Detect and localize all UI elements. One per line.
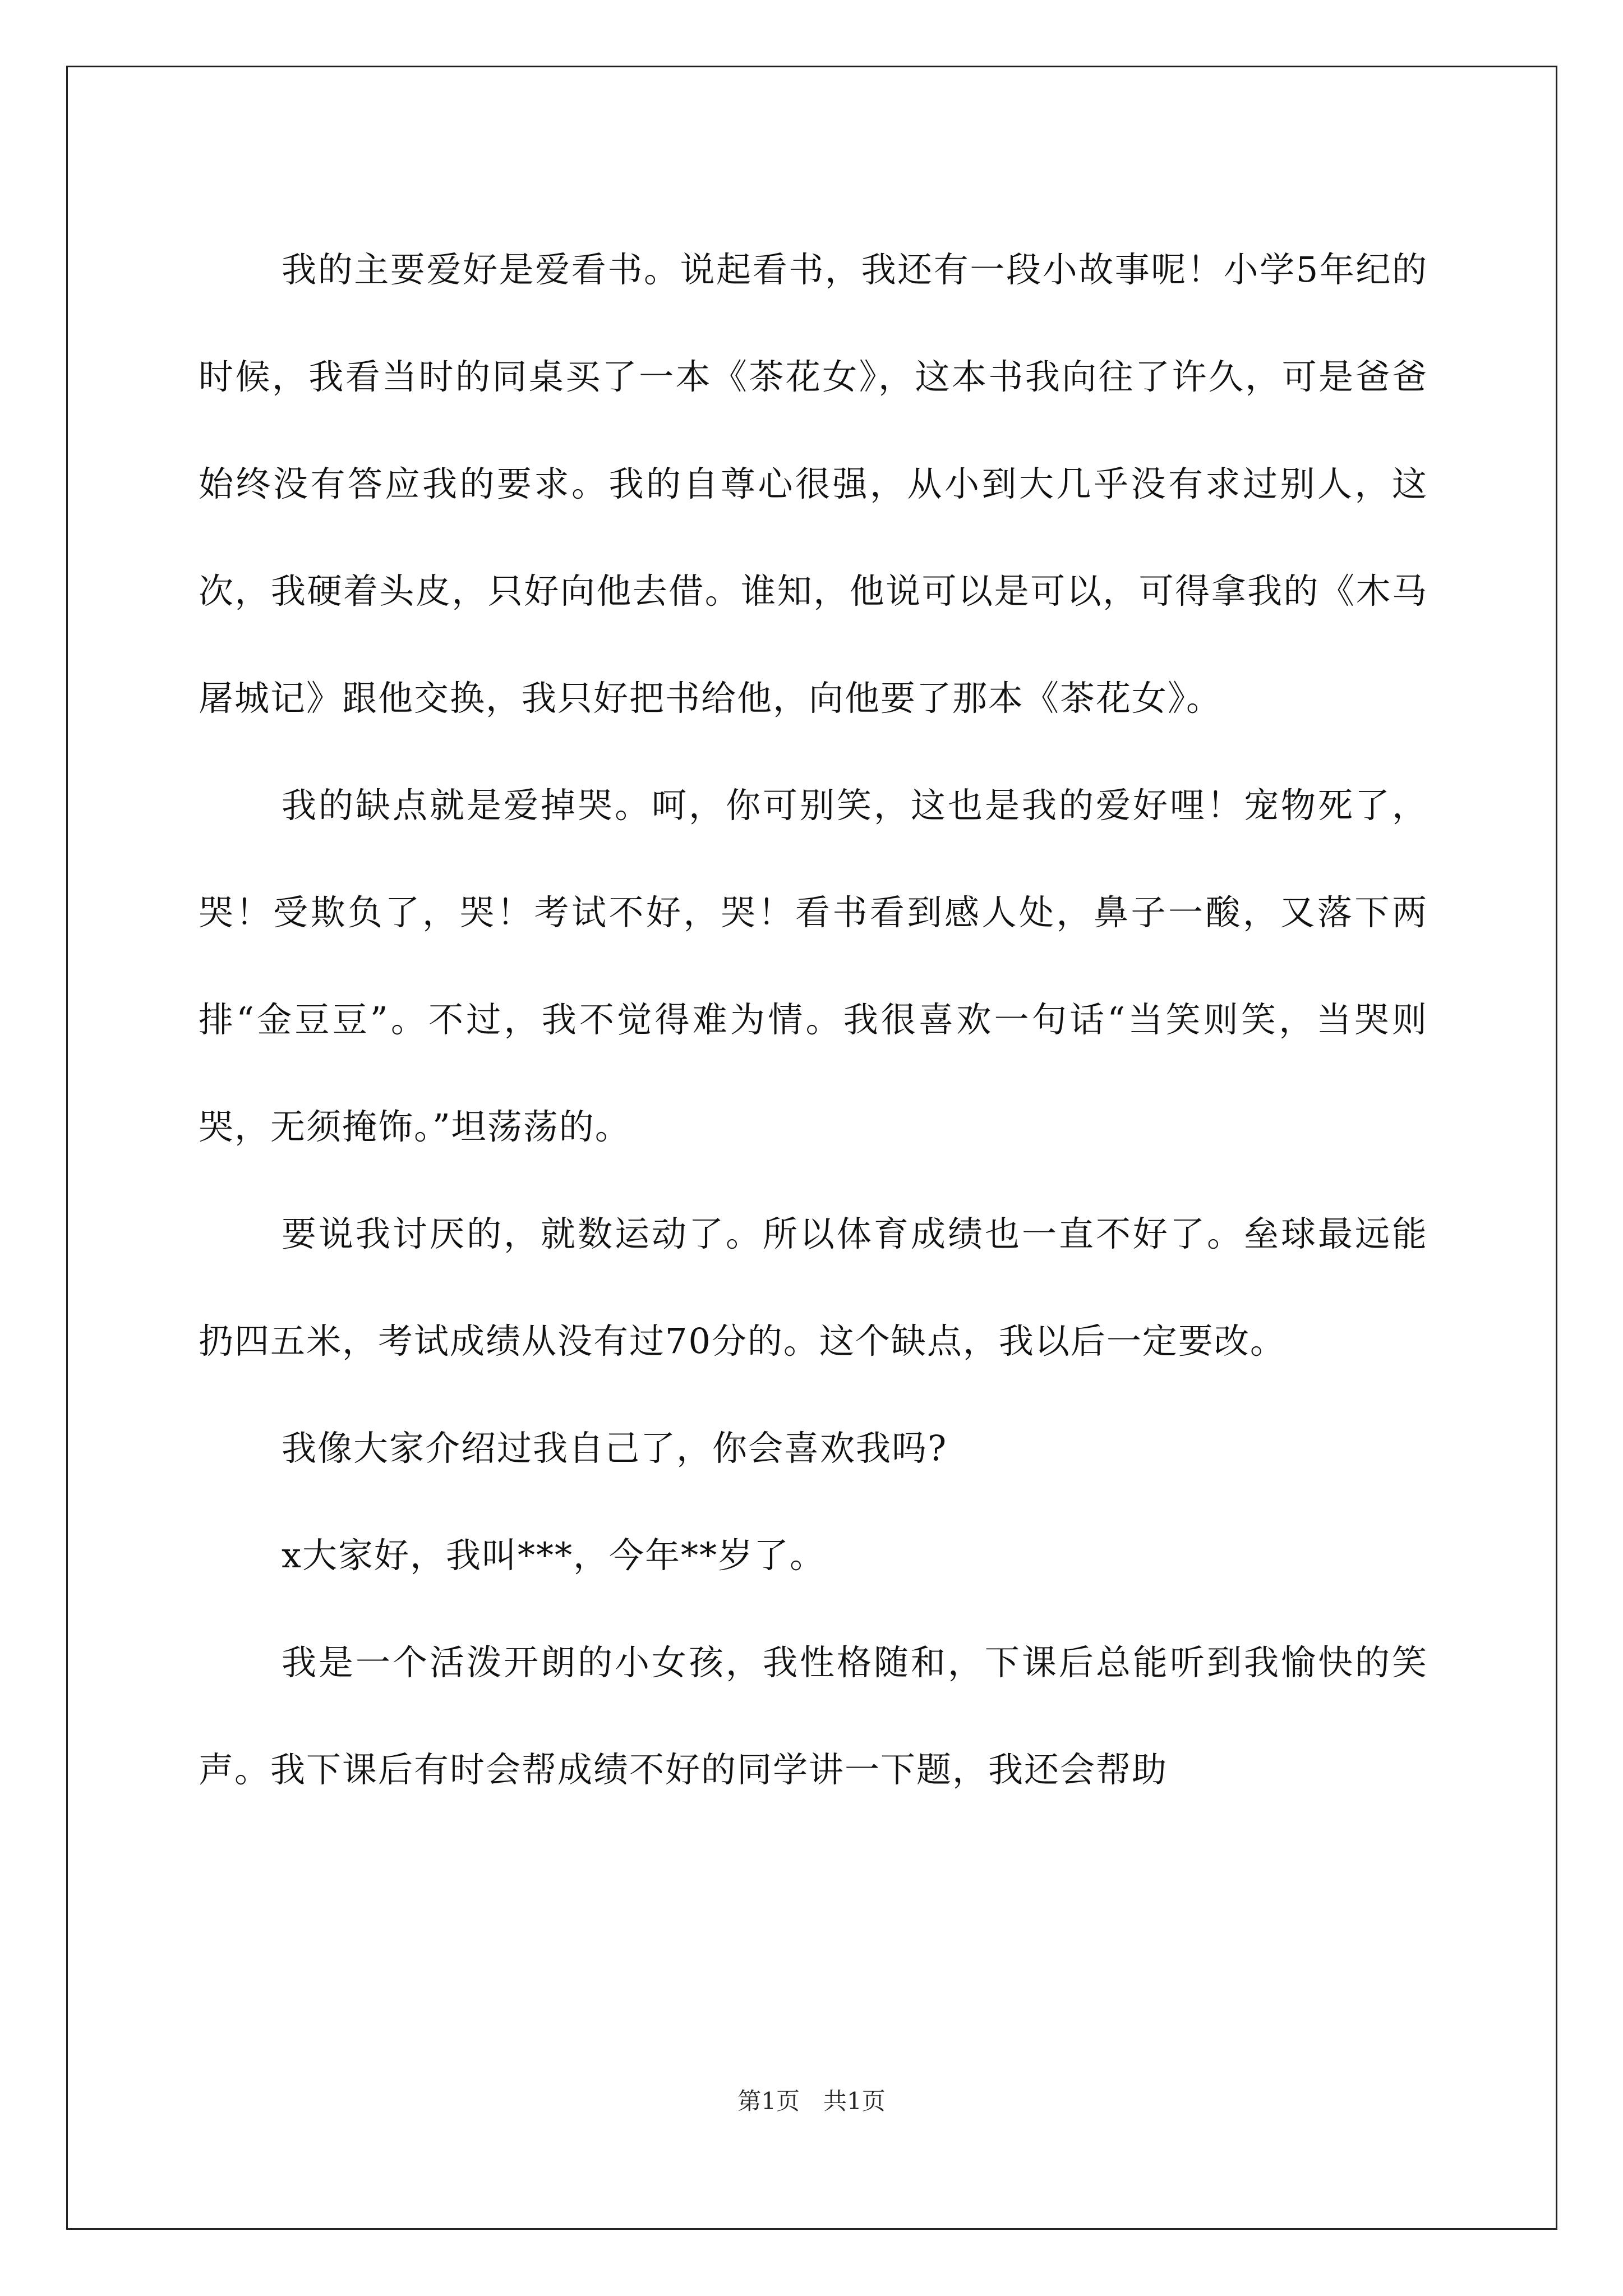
paragraph: 我的主要爱好是爱看书。说起看书，我还有一段小故事呢！小学5年纪的时候，我看当时的同桌买了一本《茶花女》，这本书我向往了许久，可是爸爸始终没有答应我的要求。我的自尊心很强，从小到大几乎没有求过别人，这次，我硬着头皮，只好向他去借。谁知，他说可以是可以，可得拿我的《木马屠城记》跟他交换，我只好把书给他，向他要了那本《茶花女》。 bbox=[199, 249, 1428, 719]
page-number: 第1页 bbox=[737, 2087, 800, 2115]
paragraph: 我是一个活泼开朗的小女孩，我性格随和，下课后总能听到我愉快的笑声。我下课后有时会帮成绩不好的同学讲一下题，我还会帮助 bbox=[199, 1642, 1428, 1790]
document-body bbox=[199, 216, 1428, 1823]
paragraph: 我像大家介绍过我自己了，你会喜欢我吗? bbox=[282, 1428, 948, 1469]
paragraph: 要说我讨厌的，就数运动了。所以体育成绩也一直不好了。垒球最远能扔四五米，考试成绩从没有过70分的。这个缺点，我以后一定要改。 bbox=[199, 1213, 1428, 1361]
paragraph: 我的缺点就是爱掉哭。呵，你可别笑，这也是我的爱好哩！宠物死了，哭！受欺负了，哭！考试不好，哭！看书看到感人处，鼻子一酸，又落下两排“金豆豆”。不过，我不觉得难为情。我很喜欢一句话“当笑则笑，当哭则哭，无须掩饰。”坦荡荡的。 bbox=[199, 785, 1428, 1147]
page-footer bbox=[0, 2085, 1623, 2118]
paragraph: x大家好，我叫***，今年**岁了。 bbox=[282, 1535, 826, 1576]
page-total: 共1页 bbox=[823, 2087, 886, 2115]
